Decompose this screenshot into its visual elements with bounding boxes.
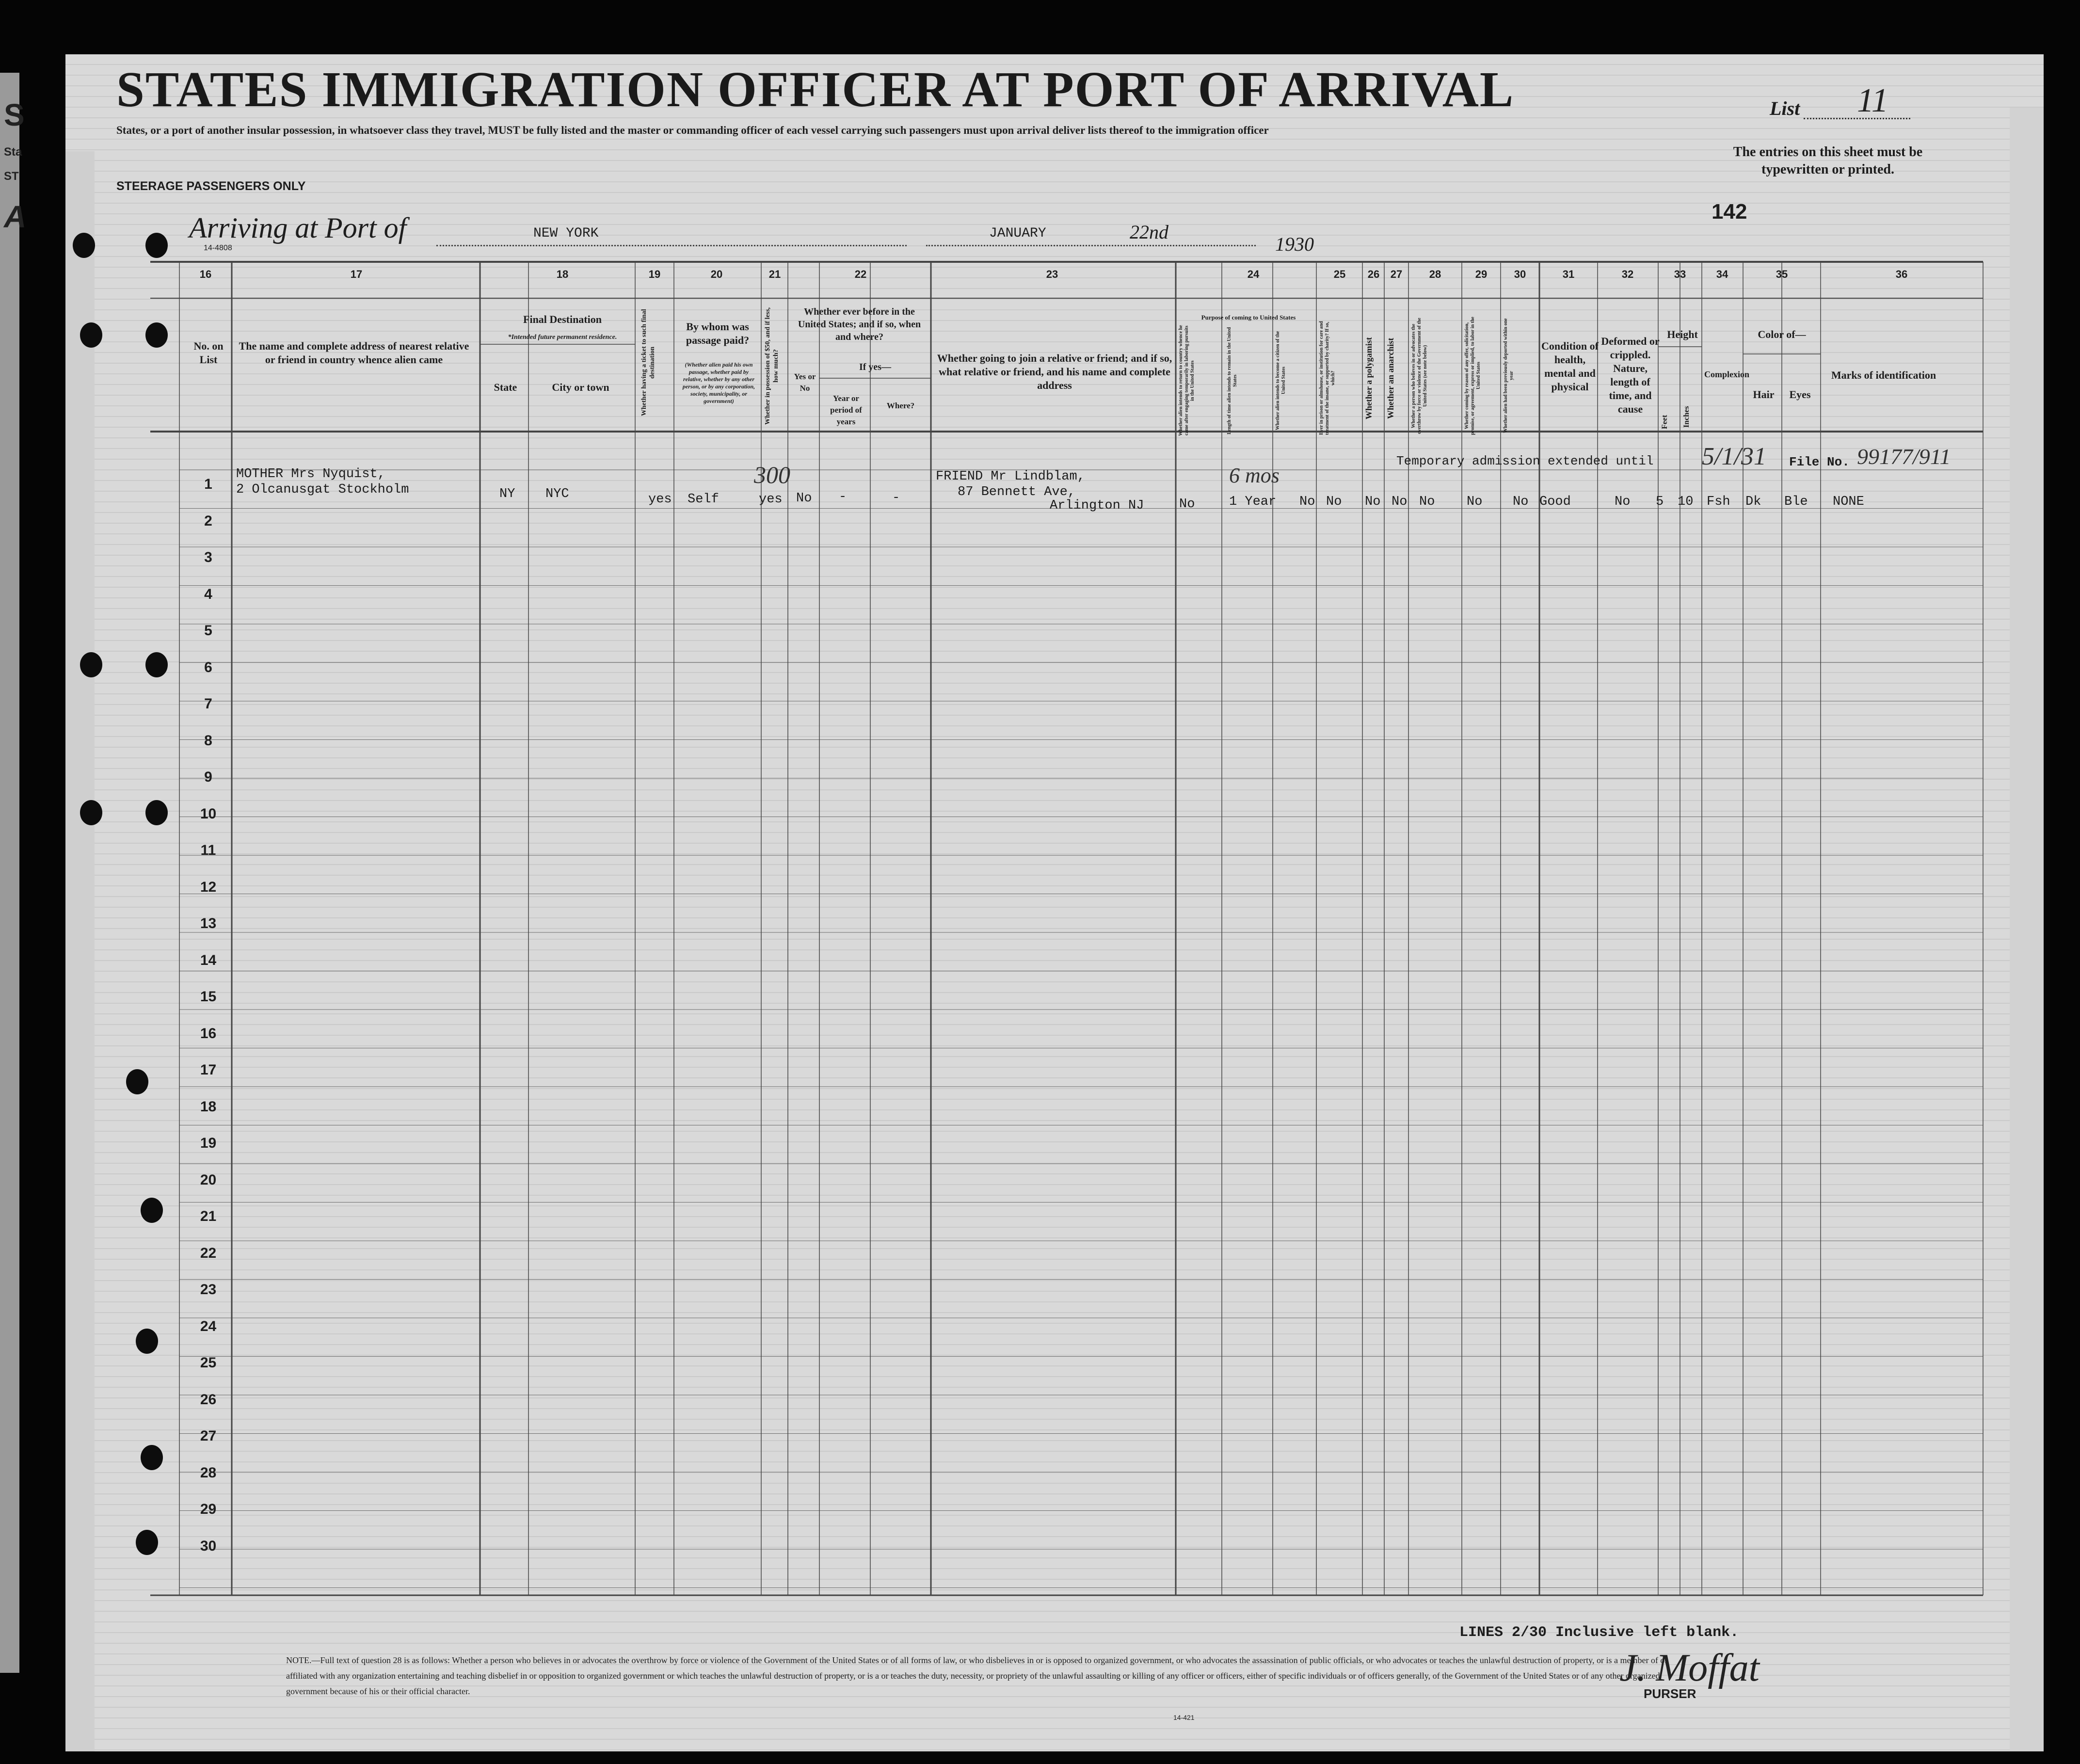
arrival-day: 22nd xyxy=(1130,221,1168,243)
row-number-5: 5 xyxy=(204,623,212,639)
page-title: STATES IMMIGRATION OFFICER AT PORT OF ARRIVAL xyxy=(116,62,1515,117)
col17-header: The name and complete address of nearest relative or friend in country whence alien came xyxy=(239,340,469,366)
edge-glyph-st: Sta xyxy=(4,145,22,159)
footer-form-number: 14-421 xyxy=(1173,1714,1195,1721)
arrival-year: 1930 xyxy=(1275,233,1314,255)
edge-glyph-s: S xyxy=(4,97,25,132)
height-inches: 10 xyxy=(1678,495,1694,509)
column-number-26: 26 xyxy=(1367,268,1380,280)
become-citizen: No xyxy=(1299,495,1315,509)
temporary-admission-annotation: Temporary admission extended until xyxy=(1396,454,1654,468)
join-line1: FRIEND Mr Lindblam, xyxy=(936,469,1085,484)
column-number-16: 16 xyxy=(199,268,212,280)
col33-inches-header: Inches xyxy=(1682,406,1691,428)
page-number: 142 xyxy=(1712,200,1747,224)
height-feet: 5 xyxy=(1656,495,1664,509)
entries-note: The entries on this sheet must be typewritten or printed. xyxy=(1733,144,1923,177)
length-of-stay: 1 Year xyxy=(1229,495,1277,509)
row-number-1: 1 xyxy=(204,476,212,492)
money-50: yes xyxy=(759,492,783,507)
labor-contract: No xyxy=(1467,495,1483,509)
relative-line1: MOTHER Mrs Nyquist, xyxy=(236,467,385,481)
col22-header: Whether ever before in the United States; and if so, when and where? xyxy=(798,306,921,342)
col25-header: Ever in prison or almshouse, or institution for care and treatment of the insane, or supported by charity? If so, which? xyxy=(1319,321,1336,435)
col26-header: Whether a polygamist xyxy=(1364,337,1374,419)
year-dash: - xyxy=(839,490,847,504)
row-number-24: 24 xyxy=(200,1318,217,1334)
row-number-19: 19 xyxy=(200,1135,217,1151)
row-number-6: 6 xyxy=(204,659,212,675)
row-number-10: 10 xyxy=(200,805,217,822)
health: Good xyxy=(1539,495,1571,509)
file-label: File No. xyxy=(1789,455,1850,469)
column-number-23: 23 xyxy=(1046,268,1058,280)
form-number: 14-4808 xyxy=(204,244,232,252)
row-number-13: 13 xyxy=(200,915,217,931)
row-number-16: 16 xyxy=(200,1025,217,1042)
column-number-20: 20 xyxy=(710,268,723,280)
previously-deported: No xyxy=(1513,495,1529,509)
col23-header: Whether going to join a relative or friend; and if so, what relative or friend, and his name and complete address xyxy=(937,352,1172,391)
col30-header: Whether alien had been previously deported within one year xyxy=(1503,318,1514,433)
col36-header: Marks of identification xyxy=(1831,369,1936,381)
row-number-28: 28 xyxy=(200,1464,217,1481)
relative-line2: 2 Olcanusgat Stockholm xyxy=(236,482,409,497)
row-number-14: 14 xyxy=(200,952,217,968)
dest-city: NYC xyxy=(545,487,569,501)
row-number-21: 21 xyxy=(200,1208,217,1224)
column-number-22: 22 xyxy=(854,268,867,280)
col22-where-header: Where? xyxy=(886,401,915,410)
row-number-17: 17 xyxy=(200,1062,217,1078)
col35-eyes-header: Eyes xyxy=(1789,388,1811,401)
row-number-15: 15 xyxy=(200,989,217,1005)
edge-glyph-a: A xyxy=(4,199,27,234)
row-number-20: 20 xyxy=(200,1171,217,1188)
row-number-7: 7 xyxy=(204,696,212,712)
row-number-23: 23 xyxy=(200,1282,217,1298)
row-number-22: 22 xyxy=(200,1245,217,1261)
col28-header: Whether a person who believes in or advocates the overthrow by force or violence of the Government of the United States (see note below) xyxy=(1411,318,1428,434)
col31-header: Condition of health, mental and physical xyxy=(1541,340,1599,393)
passage-paid-by: Self xyxy=(688,492,719,507)
money-handwritten: 300 xyxy=(754,461,790,488)
col22-ifyes-header: If yes— xyxy=(859,362,892,372)
col34-header: Complexion xyxy=(1704,369,1750,379)
list-number: 11 xyxy=(1857,82,1888,119)
row-number-11: 11 xyxy=(200,842,216,858)
col18-subheader: *Intended future permanent residence. xyxy=(508,334,617,341)
purser-label: PURSER xyxy=(1644,1686,1696,1701)
col22-yesno-header: Yes or No xyxy=(794,372,816,393)
row-number-27: 27 xyxy=(200,1428,217,1444)
column-number-18: 18 xyxy=(556,268,569,280)
anarchist: No xyxy=(1392,495,1408,509)
row-number-4: 4 xyxy=(204,586,212,602)
row-number-26: 26 xyxy=(200,1391,217,1408)
col22-year-header: Year or period of years xyxy=(830,394,862,426)
lines-blank-note: LINES 2/30 Inclusive left blank. xyxy=(1459,1624,1739,1641)
edge-glyph-st2: ST xyxy=(4,170,19,183)
col33-feet-header: Feet xyxy=(1661,415,1669,429)
column-number-19: 19 xyxy=(648,268,661,280)
column-number-35: 35 xyxy=(1776,268,1788,280)
join-line3: Arlington NJ xyxy=(1050,498,1144,513)
identification-marks: NONE xyxy=(1833,495,1864,509)
intro-text: States, or a port of another insular possession, in whatsoever class they travel, MUST be fully listed and the master or commanding officer of each vessel carrying such passengers must upon arrival deliver lists thereof to the immigration officer xyxy=(116,124,1269,136)
col18-state-header: State xyxy=(494,381,517,393)
col21-header: Whether in possession of $50, and if less, how much? xyxy=(764,307,780,425)
overthrow: No xyxy=(1419,495,1435,509)
column-number-31: 31 xyxy=(1562,268,1575,280)
list-label: List xyxy=(1770,97,1800,119)
row-number-25: 25 xyxy=(200,1355,217,1371)
column-number-32: 32 xyxy=(1621,268,1634,280)
col33-header: Height xyxy=(1667,328,1698,340)
row-number-30: 30 xyxy=(200,1538,217,1554)
col24a-header: Whether alien intends to return to country whence he came after engaging temporarily in laboring pursuits in the United States xyxy=(1178,325,1195,436)
row-number-12: 12 xyxy=(200,879,217,895)
col20-subheader: (Whether alien paid his own passage, whether paid by relative, whether by any other person, or by any corporation, society, municipality, or government) xyxy=(682,361,755,404)
row-number-29: 29 xyxy=(200,1501,217,1517)
col35-hair-header: Hair xyxy=(1753,388,1775,401)
column-number-21: 21 xyxy=(768,268,781,280)
col20-header: By whom was passage paid? xyxy=(686,321,750,346)
purser-signature: J. Moffat xyxy=(1619,1647,1760,1689)
file-number: 99177/911 xyxy=(1857,444,1951,469)
column-number-17: 17 xyxy=(350,268,363,280)
col16-header: No. on List xyxy=(193,340,224,366)
row-number-9: 9 xyxy=(204,769,212,785)
complexion: Fsh xyxy=(1707,495,1730,509)
col24-top-header: Purpose of coming to United States xyxy=(1201,314,1296,321)
row-number-3: 3 xyxy=(204,549,212,565)
column-number-25: 25 xyxy=(1333,268,1346,280)
polygamist: No xyxy=(1365,495,1381,509)
length-handwritten: 6 mos xyxy=(1229,464,1280,487)
hair-color: Dk xyxy=(1745,495,1761,509)
port-name: NEW YORK xyxy=(533,226,599,241)
has-ticket: yes xyxy=(648,492,672,507)
return-intent: No xyxy=(1179,497,1195,512)
col24c-header: Whether alien intends to become a citizen of the United States xyxy=(1275,331,1286,431)
steerage-label: STEERAGE PASSENGERS ONLY xyxy=(116,179,306,193)
eye-color: Ble xyxy=(1784,495,1808,509)
dest-state: NY xyxy=(499,487,515,501)
row-number-2: 2 xyxy=(204,513,212,529)
row-number-18: 18 xyxy=(200,1098,217,1115)
column-number-33: 33 xyxy=(1674,268,1686,280)
col35-header: Color of— xyxy=(1758,328,1806,340)
deformed: No xyxy=(1615,495,1631,509)
arrival-month: JANUARY xyxy=(989,226,1046,241)
row-number-8: 8 xyxy=(204,732,212,749)
col29-header: Whether coming by reason of any offer, solicitation, promise, or agreement, express or implied, to labor in the United States xyxy=(1464,317,1481,435)
col24b-header: Length of time alien intends to remain in the United States xyxy=(1227,327,1238,434)
where-dash: - xyxy=(892,491,900,505)
col32-header: Deformed or crippled. Nature, length of time, and cause xyxy=(1601,335,1660,415)
column-number-28: 28 xyxy=(1429,268,1441,280)
arriving-label: Arriving at Port of xyxy=(189,212,407,244)
column-number-27: 27 xyxy=(1390,268,1403,280)
col19-header: Whether having a ticket to such final destination xyxy=(640,309,656,416)
column-number-30: 30 xyxy=(1514,268,1526,280)
annotation-date: 5/1/31 xyxy=(1702,443,1766,470)
column-number-36: 36 xyxy=(1895,268,1908,280)
column-number-34: 34 xyxy=(1716,268,1728,280)
col18-header: Final Destination xyxy=(523,313,602,325)
prison-almshouse: No xyxy=(1326,495,1342,509)
col27-header: Whether an anarchist xyxy=(1386,337,1395,419)
column-number-29: 29 xyxy=(1475,268,1488,280)
before-us: No xyxy=(796,491,812,506)
col18-city-header: City or town xyxy=(552,381,609,393)
join-line2: 87 Bennett Ave, xyxy=(958,485,1076,499)
column-number-24: 24 xyxy=(1247,268,1260,280)
question-28-note: NOTE.—Full text of question 28 is as follows: Whether a person who believes in or advocates the overthrow by force or violence of the Government of the United States or of all forms of law, or who disbelieves in or is opposed to organized government, or who advocates the assassination of public officials, or who advocates or teaches the unlawful destruction of property, or is a member of or affiliated with any organization entertaining and teaching disbelief in or opposition to organized government or which teaches the unlawful destruction of property, or is a or teaches the duty, necessity, or propriety of the unlawful assaulting or killing of any officer or officers, either of specific individuals or of officers generally, of the Government of the United States or of any other organized government because of his or their official character. xyxy=(286,1655,1668,1696)
